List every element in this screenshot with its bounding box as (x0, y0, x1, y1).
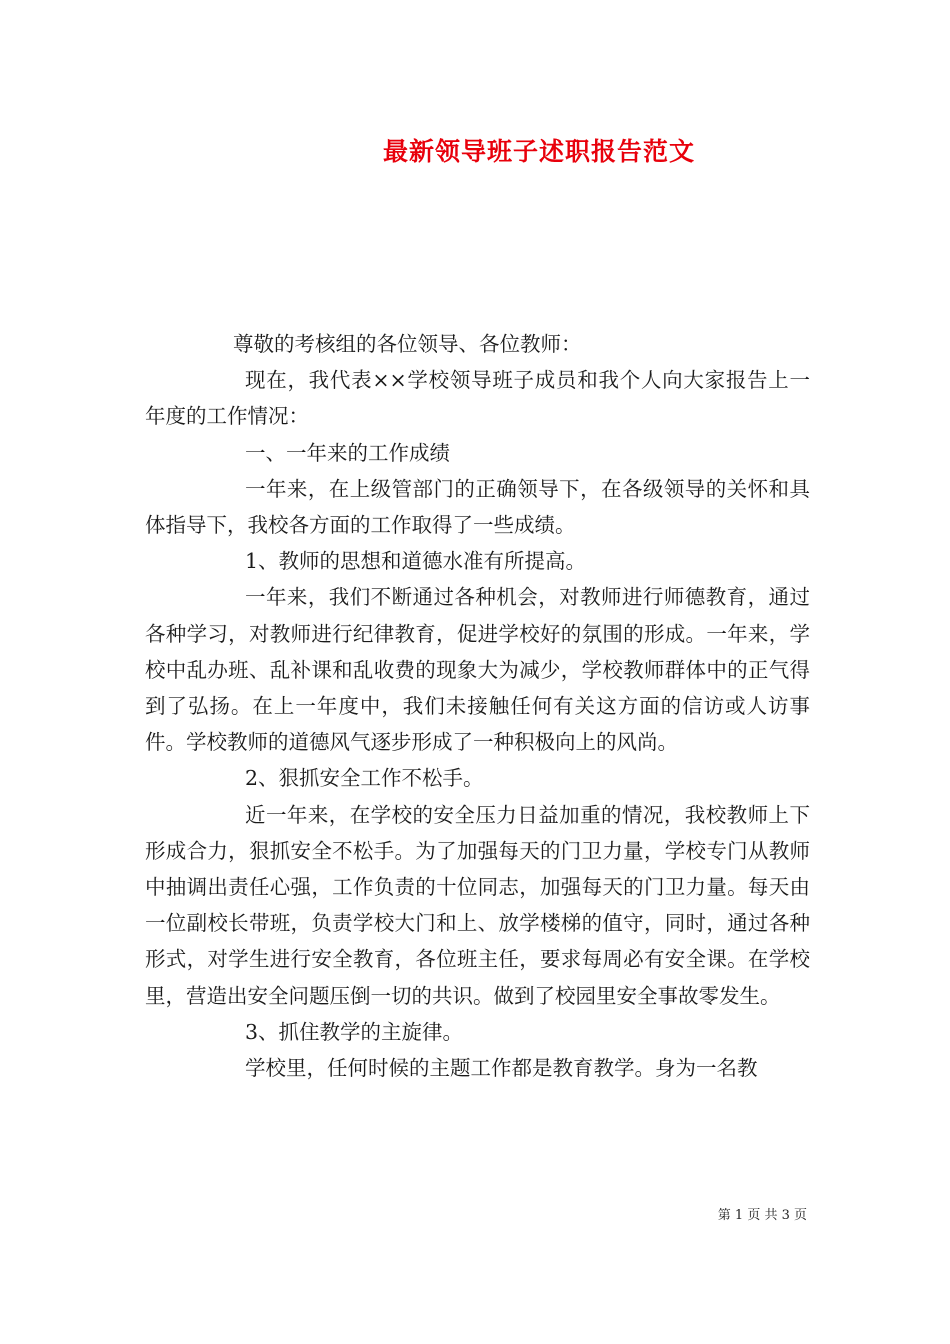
section-heading: 一、一年来的工作成绩 (245, 440, 450, 465)
page-number: 第 1 页 共 3 页 (717, 1208, 807, 1223)
paragraph: 学校里，任何时候的主题工作都是教育教学。身为一名教 (245, 1056, 758, 1081)
paragraph: 一年来，我们不断通过各种机会，对教师进行师德教育，通过各种学习，对教师进行纪律教育，促进学校好的氛围的形成。一年来，学校中乱办班、乱补课和乱收费的现象大为减少，学校教师群体中的正气得到了弘扬。在上一年度中，我们未接触任何有关这方面的信访或人访事件。学校教师的道德风气逐步形成了一种积极向上的风尚。 (145, 585, 810, 755)
paragraph: 现在，我代表××学校领导班子成员和我个人向大家报告上一年度的工作情况： (145, 368, 810, 429)
salutation: 尊敬的考核组的各位领导、各位教师： (233, 332, 582, 356)
subsection-heading: 3、抓住教学的主旋律。 (245, 1019, 464, 1044)
paragraph: 一年来，在上级管部门的正确领导下，在各级领导的关怀和具体指导下，我校各方面的工作取得了一些成绩。 (145, 476, 810, 538)
document-body (145, 326, 810, 1086)
subsection-heading: 2、狠抓安全工作不松手。 (245, 766, 484, 791)
page-footer (0, 1204, 950, 1223)
paragraph: 近一年来，在学校的安全压力日益加重的情况，我校教师上下形成合力，狠抓安全不松手。为了加强每天的门卫力量，学校专门从教师中抽调出责任心强，工作负责的十位同志，加强每天的门卫力量。每天由一位副校长带班，负责学校大门和上、放学楼梯的值守，同时，通过各种形式，对学生进行安全教育，各位班主任，要求每周必有安全课。在学校里，营造出安全问题压倒一切的共识。做到了校园里安全事故零发生。 (145, 802, 810, 1008)
document-title: 最新领导班子述职报告范文 (382, 137, 695, 166)
subsection-heading: 1、教师的思想和道德水准有所提高。 (245, 549, 587, 574)
